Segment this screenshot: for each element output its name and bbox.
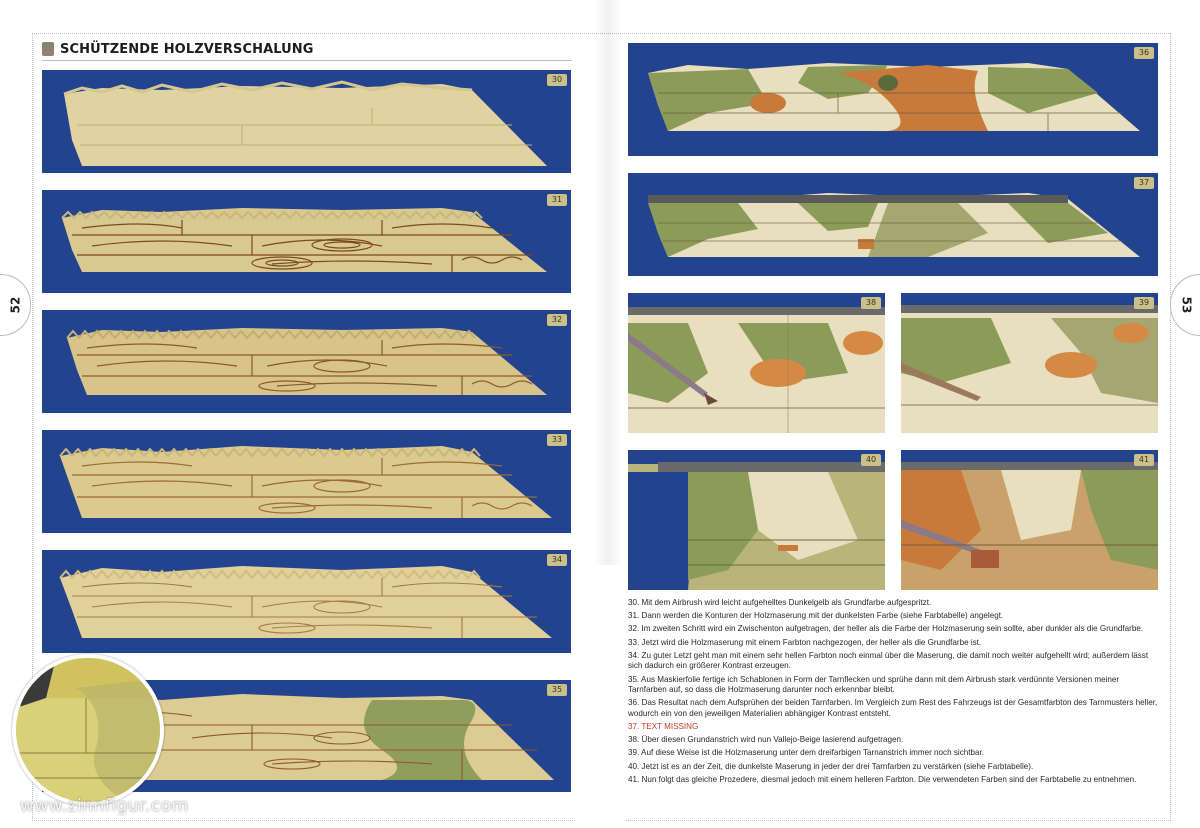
photo-38 <box>628 293 885 433</box>
title-square-icon <box>42 42 54 56</box>
caption-34: 34. Zu guter Letzt geht man mit einem sehr hellen Farbton noch einmal über die Maserung, die damit noch weiter aufgehellt wird; außerdem lässt sich dadurch ein größerer Kontrast erzeugen. <box>628 650 1149 671</box>
caption-37: 37. TEXT MISSING <box>628 722 699 732</box>
photo-32 <box>42 310 571 413</box>
photo-number-badge: 30 <box>547 74 567 86</box>
photo-number-badge: 32 <box>547 314 567 326</box>
page-number-left: 52 <box>7 296 22 314</box>
photo-33 <box>42 430 571 533</box>
photo-number-badge: 40 <box>861 454 881 466</box>
section-header <box>42 38 314 60</box>
photo-number-badge: 39 <box>1134 297 1154 309</box>
gutter-white-panel <box>575 565 625 828</box>
photo-41 <box>901 450 1158 590</box>
caption-30: 30. Mit dem Airbrush wird leicht aufgehelltes Dunkelgelb als Grundfarbe aufgespritzt. <box>628 598 932 607</box>
photo-36 <box>628 43 1158 156</box>
caption-32: 32. Im zweiten Schritt wird ein Zwischenton aufgetragen, der heller als die Farbe der Holzmaserung sein sollte, aber dunkler als die Grundfarbe. <box>628 624 1144 634</box>
page-number-right: 53 <box>1178 296 1193 314</box>
caption-33: 33. Jetzt wird die Holzmaserung mit einem Farbton nachgezogen, der heller als die Grundfarbe ist. <box>628 637 982 647</box>
page-tab-right <box>1170 274 1200 336</box>
caption-36: 36. Das Resultat nach dem Aufsprühen der beiden Tarnfarben. Im Vergleich zum Rest des Fahrzeugs ist der Gesamtfarbton des Tarnmusters heller, wodurch ein von den jeweiligen Materialien abhängiger Kontrast entsteht. <box>628 698 1158 718</box>
caption-40: 40. Jetzt ist es an der Zeit, die dunkelste Maserung in jeder der drei Tarnfarben zu verstärken (siehe Farbtabelle). <box>628 761 1034 771</box>
watermark: www.zinnfigur.com <box>20 796 189 816</box>
caption-list <box>628 598 1158 788</box>
photo-number-badge: 35 <box>547 684 567 696</box>
caption-38: 38. Über diesen Grundanstrich wird nun Vallejo-Beige lasierend aufgetragen. <box>628 735 904 745</box>
caption-39: 39. Auf diese Weise ist die Holzmaserung unter dem dreifarbigen Tarnanstrich immer noch sichtbar. <box>628 748 985 758</box>
photo-number-badge: 34 <box>547 554 567 566</box>
photo-number-badge: 37 <box>1134 177 1154 189</box>
photo-34 <box>42 550 571 653</box>
title-rule <box>42 60 572 61</box>
photo-number-badge: 36 <box>1134 47 1154 59</box>
photo-number-badge: 41 <box>1134 454 1154 466</box>
caption-41: 41. Nun folgt das gleiche Prozedere, diesmal jedoch mit einem helleren Farbton. Die verwendeten Farben sind der Farbtabelle zu entnehmen. <box>628 774 1137 784</box>
photo-37 <box>628 173 1158 276</box>
caption-35: 35. Aus Maskierfolie fertige ich Schablonen in Form der Tarnflecken und sprühe dann mit dem Airbrush stark verdünnte Versionen meiner Tarnfarben auf, so dass die Holzmaserung darunter noch erkennbar bleibt. <box>628 674 1120 695</box>
photo-30 <box>42 70 571 173</box>
photo-number-badge: 38 <box>861 297 881 309</box>
zoom-detail-circle <box>12 654 164 806</box>
photo-number-badge: 33 <box>547 434 567 446</box>
caption-31: 31. Dann werden die Konturen der Holzmaserung mit der dunkelsten Farbe (siehe Farbtabelle) angelegt. <box>628 611 1004 621</box>
page-tab-left <box>0 274 31 336</box>
photo-40 <box>628 450 885 590</box>
photo-39 <box>901 293 1158 433</box>
photo-31 <box>42 190 571 293</box>
section-title: SCHÜTZENDE HOLZVERSCHALUNG <box>60 41 314 57</box>
photo-number-badge: 31 <box>547 194 567 206</box>
